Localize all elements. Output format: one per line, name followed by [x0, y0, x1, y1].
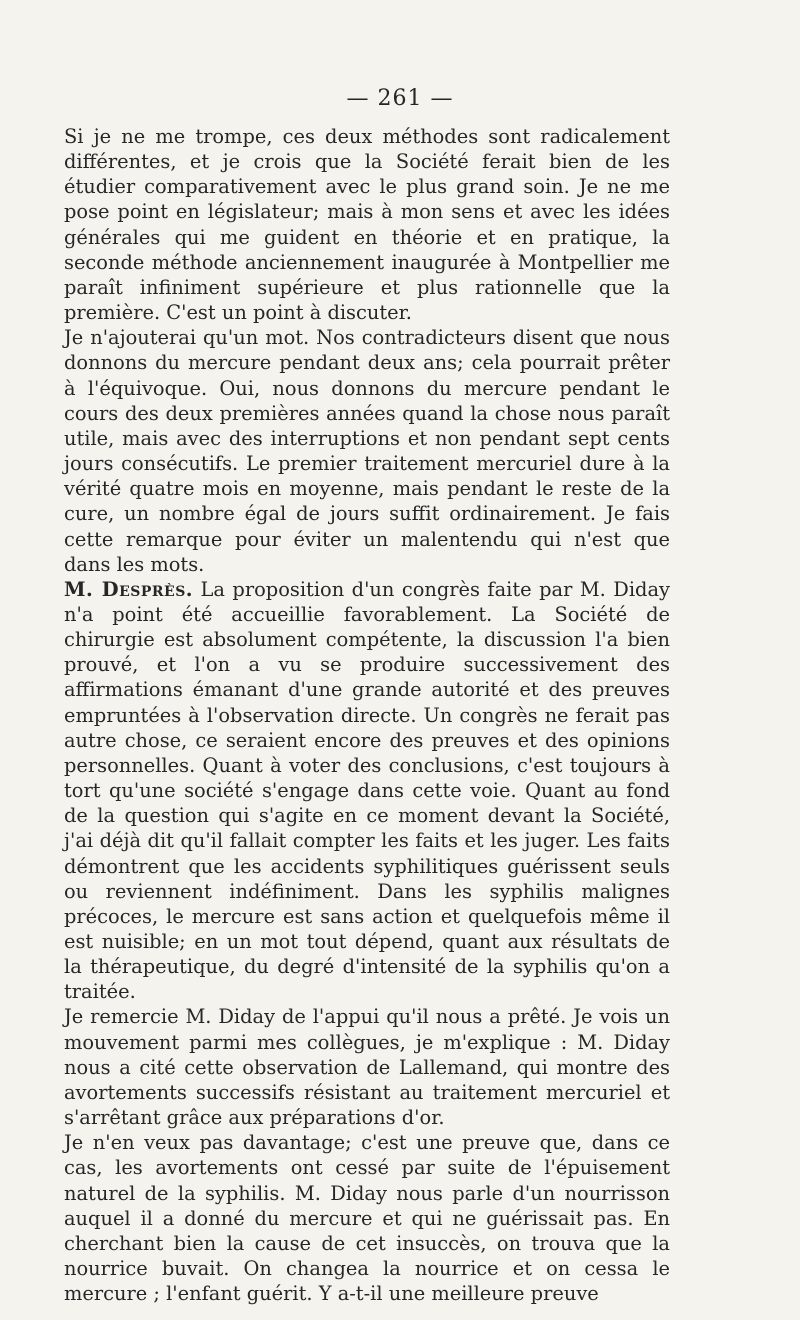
paragraph-text: Je n'en veux pas davantage; c'est une preuve que, dans ce cas, les avortements ont cessé par suite de l'épuisement naturel de la syphilis. M. Diday nous parle d'un nourrisson auquel il a donné du mercure et qui ne guérissait pas. En cherchant bien la cause de cet insuccès, on trouva que la nourrice buvait. On changea la nourrice et on cessa le mercure ; l'enfant guérit. Y a-t-il une meilleure preuve — [64, 1131, 670, 1306]
paragraph-text: Je remercie M. Diday de l'appui qu'il nous a prêté. Je vois un mouvement parmi mes collègues, je m'explique : M. Diday nous a cité cette observation de Lallemand, qui montre des avortements successifs résistant au traitement mercuriel et s'arrêtant grâce aux préparations d'or. — [64, 1005, 670, 1130]
body-text — [64, 124, 670, 1306]
speaker-name: M. Desprès. — [64, 577, 194, 601]
paragraph — [64, 1130, 670, 1306]
paragraph — [64, 577, 670, 1005]
paragraph — [64, 325, 670, 577]
paragraph-text: La proposition d'un congrès faite par M. Diday n'a point été accueillie favorablement. La Société de chirurgie est absolument compétente, la discussion l'a bien prouvé, et l'on a vu se produire successivement des affirmations émanant d'une grande autorité et des preuves empruntées à l'observation directe. Un congrès ne ferait pas autre chose, ce seraient encore des preuves et des opinions personnelles. Quant à voter des conclusions, c'est toujours à tort qu'une société s'engage dans cette voie. Quant au fond de la question qui s'agite en ce moment devant la Société, j'ai déjà dit qu'il fallait compter les faits et les juger. Les faits démontrent que les accidents syphilitiques guérissent seuls ou reviennent indéfiniment. Dans les syphilis malignes précoces, le mercure est sans action et quelquefois même il est nuisible; en un mot tout dépend, quant aux résultats de la thérapeutique, du degré d'intensité de la syphilis qu'on a traitée. — [64, 577, 670, 1004]
paragraph — [64, 1004, 670, 1130]
paragraph-text: Si je ne me trompe, ces deux méthodes sont radicalement différentes, et je crois que la Société ferait bien de les étudier comparativement avec le plus grand soin. Je ne me pose point en législateur; mais à mon sens et avec les idées générales qui me guident en théorie et en pratique, la seconde méthode anciennement inaugurée à Montpellier me paraît infiniment supérieure et plus rationnelle que la première. C'est un point à discuter. — [64, 125, 670, 325]
paragraph — [64, 124, 670, 325]
paragraph-text: Je n'ajouterai qu'un mot. Nos contradicteurs disent que nous donnons du mercure pendant deux ans; cela pourrait prêter à l'équivoque. Oui, nous donnons du mercure pendant le cours des deux premières années quand la chose nous paraît utile, mais avec des interruptions et non pendant sept cents jours consécutifs. Le premier traitement mercuriel dure à la vérité quatre mois en moyenne, mais pendant le reste de la cure, un nombre égal de jours suffit ordinairement. Je fais cette remarque pour éviter un malentendu qui n'est que dans les mots. — [64, 326, 670, 576]
page-number: — 261 — — [346, 86, 454, 111]
